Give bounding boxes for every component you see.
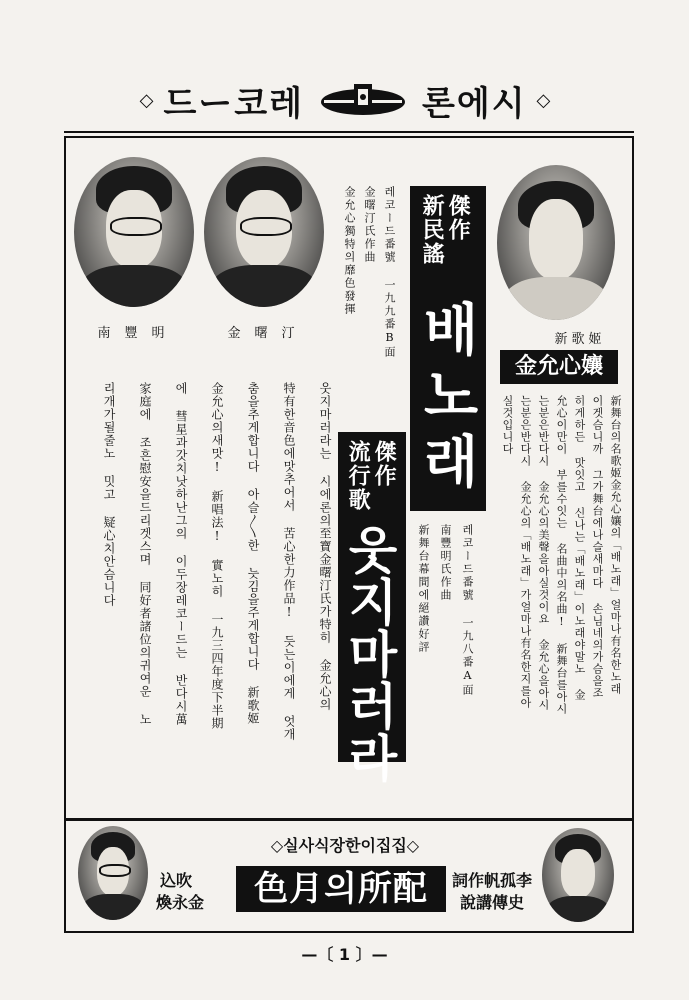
header-left-text: 드ー코레 [163, 83, 304, 124]
right-body-line: 는분은반다시 金允心의「배노래」가얼마나有名한지를아 [519, 395, 532, 709]
caption-nam: 南豐明 [97, 326, 179, 341]
right-body-line: 新舞台의名歌姬金允心孃의「배노래」얼마나有名한노래 [609, 395, 622, 695]
song2-credit: 南豐明氏作曲 [439, 524, 452, 602]
right-body-line: 允心이만이 부를수잇는 名曲中의名曲! 新舞台를아시 [555, 395, 568, 715]
header-rule [64, 131, 634, 133]
left-body-line: 춤을추게합니다 아슬〳〵한 늣김을주게합니다 新歌姬 [246, 382, 260, 725]
caption-kim: 金曙汀 [227, 326, 309, 341]
right-body-line: 히게하든 맛잇고 신나는「배노래」이노래야말노 金 [573, 395, 586, 701]
portrait-photo-kim-young-hwan [78, 826, 148, 920]
header-left-marker: ◇ [139, 89, 154, 111]
song2-record-no: 레코ー드番號 一九八番A面 [461, 524, 474, 697]
banner-right-credit-2: 說講傳史 [460, 893, 525, 912]
song2-tag-line2: 流行歌 [345, 440, 371, 512]
banner-main-title: 色月의所配 [236, 866, 446, 912]
left-body-line: 特有한音色에맛추어서 苦心한力作品! 듯는이에게 엇개 [282, 382, 296, 741]
left-body-line: 리개가될줄노 밋고 疑心치안슴니다 [102, 382, 116, 607]
song1-credit: 金曙汀氏作曲 [363, 186, 376, 264]
caption-new-singer: 新歌姬 [554, 332, 606, 347]
song2-title: 웃지마러라 [340, 524, 398, 784]
portrait-photo-lee-go-beom [542, 828, 614, 922]
header-right-text: 론에시 [422, 83, 527, 124]
song1-tag-line1: 傑作 [445, 194, 471, 242]
song1-title: 배노래 [414, 300, 479, 498]
singer-name-banner: 金允心孃 [500, 350, 618, 384]
song2-note: 新舞台幕間에絕讚好評 [417, 524, 430, 654]
page-header [60, 70, 630, 130]
left-body-line: 金允心의새맛! 新唱法! 實노히 一九三四年度下半期 [210, 382, 224, 730]
left-body-line: 웃지마러라는 시에론의至寶金曙汀氏가特히 金允心의 [318, 382, 332, 711]
right-body-line: 실것입니다 [501, 395, 514, 455]
portrait-photo-singer [497, 165, 615, 320]
song2-tag-line1: 傑作 [371, 440, 397, 488]
right-body-line: 이겟슴니까 그가舞台에나슬새마다 손님네의가슴을조 [591, 395, 604, 699]
record-label-emblem [318, 80, 408, 120]
header-right-marker: ◇ [536, 89, 551, 111]
left-body-line: 에 彗星과갓치낫하난그의 이두장레코ー드는 반다시萬 [174, 382, 188, 726]
left-body-text [76, 382, 334, 810]
banner-left-credit-1: 込吹 [160, 871, 193, 890]
portrait-photo-nam [74, 157, 194, 307]
right-body-text [496, 395, 624, 807]
right-body-line: 는분은반다시 金允心의美聲을아실것이요 金允心을아시 [537, 395, 550, 711]
song1-tag-line2: 新民謠 [419, 194, 445, 266]
song1-note: 金允心獨特의靡色發揮 [343, 186, 356, 316]
banner-title: ◇실사식장한이집집◇ [270, 836, 420, 855]
left-body-line: 家庭에 조흔慰安을드리겟스며 同好者諸位의귀여운 노 [138, 382, 152, 726]
portrait-photo-kim [204, 157, 324, 307]
banner-left-credit-2: 煥永金 [156, 893, 205, 912]
page-number: —〔 1 〕— [301, 945, 388, 964]
song1-record-no: 레코ー드番號 一九九番B面 [383, 186, 396, 359]
banner-right-credit-1: 詞作帆孤李 [452, 871, 533, 890]
